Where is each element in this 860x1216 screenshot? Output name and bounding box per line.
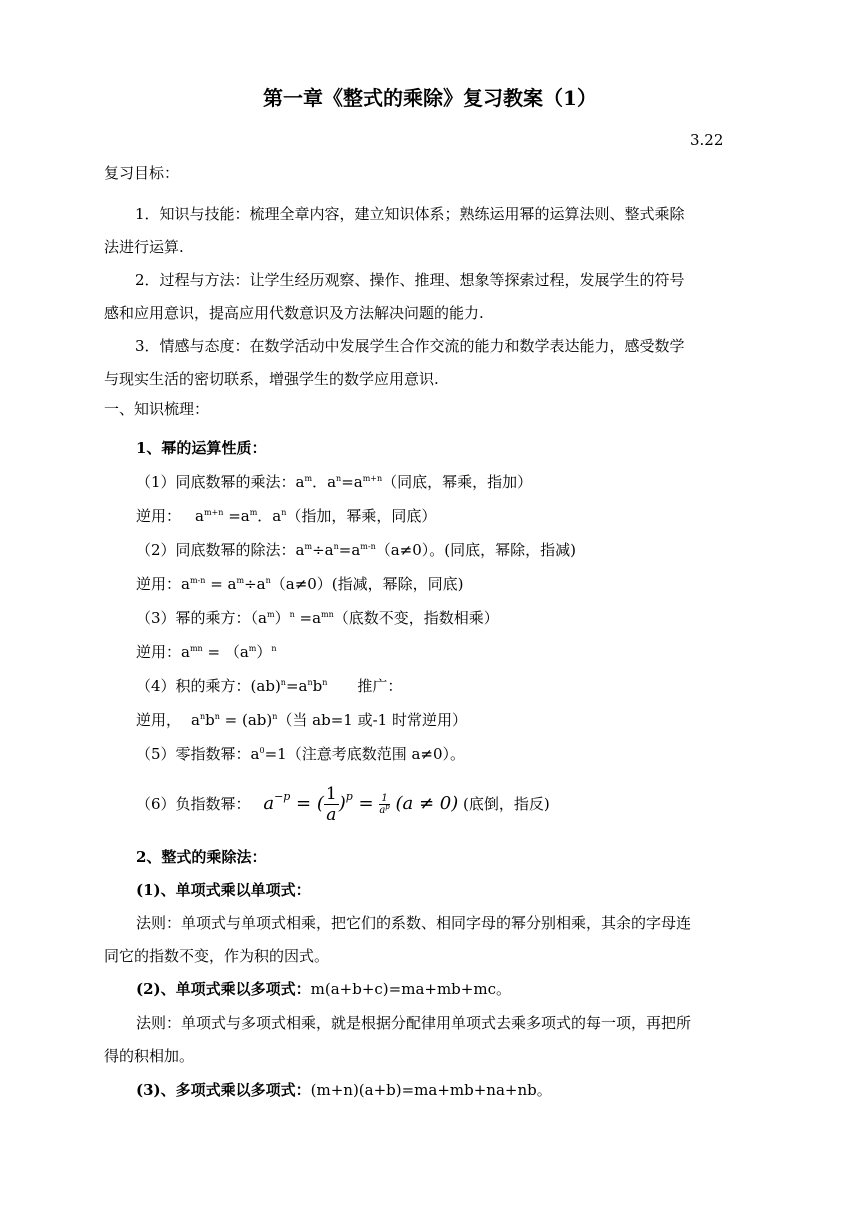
goal-3-line-2: 与现实生活的密切联系，增强学生的数学应用意识. bbox=[104, 370, 439, 388]
rule-4-inverse-formula: $a^nb^n = (ab)^n$ bbox=[191, 711, 278, 729]
rule-6-note: (底倒，指反) bbox=[463, 795, 550, 813]
mono-by-mono-rule-line-1: 法则：单项式与单项式相乘，把它们的系数、相同字母的幂分别相乘，其余的字母连 bbox=[136, 914, 692, 932]
rule-4-formula: $(ab)^n=a^nb^n$ bbox=[250, 677, 328, 695]
rule-1-label: （1）同底数幂的乘法： bbox=[136, 473, 296, 491]
rule-3-inverse-formula: $a^{mn} = (a^m)^n$ bbox=[181, 643, 277, 661]
rule-2-inverse-label: 逆用： bbox=[136, 575, 182, 593]
rule-3-note: （底数不变，指数相乘） bbox=[333, 609, 499, 627]
goals-heading: 复习目标： bbox=[104, 164, 180, 182]
rule-1-inverse-line bbox=[136, 506, 436, 526]
rule-4-extension: 推广： bbox=[357, 677, 403, 695]
rule-6-line bbox=[136, 782, 550, 826]
rule-2-inverse-note: （a≠0）(指减，幂除，同底) bbox=[270, 575, 464, 593]
polynomial-heading: 2、整式的乘除法： bbox=[136, 848, 267, 866]
rule-2-line bbox=[136, 540, 576, 560]
rule-2-note: （a≠0）。(同底，幂除，指减) bbox=[375, 541, 576, 559]
mono-by-mono-rule-line-2: 同它的指数不变，作为积的因式。 bbox=[104, 947, 330, 965]
mono-by-poly-heading: (2)、单项式乘以多项式： bbox=[136, 980, 311, 998]
mono-by-poly-line bbox=[136, 979, 511, 999]
rule-4-inverse-note: （当 ab=1 或-1 时常逆用） bbox=[277, 711, 467, 729]
mono-by-mono-heading: (1)、单项式乘以单项式： bbox=[136, 881, 311, 899]
poly-by-poly-heading: (3)、多项式乘以多项式： bbox=[136, 1081, 311, 1099]
poly-by-poly-line bbox=[136, 1080, 552, 1100]
goal-3-line-1: 3．情感与态度：在数学活动中发展学生合作交流的能力和数学表达能力，感受数学 bbox=[135, 337, 685, 355]
rule-2-inverse-line bbox=[136, 574, 464, 594]
rule-3-inverse-line bbox=[136, 642, 277, 662]
rule-5-label: （5）零指数幂： bbox=[136, 745, 251, 763]
rule-3-inverse-label: 逆用： bbox=[136, 643, 182, 661]
rule-4-line bbox=[136, 676, 402, 696]
mono-by-poly-formula: m(a+b+c)=ma+mb+mc。 bbox=[310, 980, 511, 998]
rule-6-formula: $a^{-p}$ = ( $\frac{1}{a}$ )$^p$ = $\frac{1}{a^p}$ (a ≠ 0) bbox=[263, 783, 459, 825]
mono-by-poly-rule-line-1: 法则：单项式与多项式相乘，就是根据分配律用单项式去乘多项式的每一项，再把所 bbox=[136, 1014, 692, 1032]
rule-3-line bbox=[136, 608, 499, 628]
rule-5-formula: $a^0=1$ bbox=[250, 745, 287, 763]
rule-1-line bbox=[136, 472, 532, 492]
goal-1-line-2: 法进行运算. bbox=[104, 238, 184, 256]
rule-6-label: （6）负指数幂： bbox=[136, 795, 251, 813]
rule-1-inverse-formula: $a^{m+n} =a^m$．$a^n$ bbox=[195, 507, 287, 525]
rule-1-inverse-note: （指加，幂乘，同底） bbox=[286, 507, 437, 525]
mono-by-poly-rule-line-2: 得的积相加。 bbox=[104, 1047, 195, 1065]
rule-1-inverse-label: 逆用： bbox=[136, 507, 182, 525]
goal-2-line-2: 感和应用意识，提高应用代数意识及方法解决问题的能力. bbox=[104, 304, 484, 322]
rule-4-inverse-line bbox=[136, 710, 467, 730]
rule-4-inverse-label: 逆用， bbox=[136, 711, 182, 729]
goal-1-line-1: 1．知识与技能：梳理全章内容，建立知识体系；熟练运用幂的运算法则、整式乘除 bbox=[135, 205, 685, 223]
rule-2-inverse-formula: $a^{m-n} = a^m\div a^n$ bbox=[181, 575, 271, 593]
rule-1-note: （同底，幂乘，指加） bbox=[382, 473, 533, 491]
rule-3-label: （3）幂的乘方： bbox=[136, 609, 251, 627]
power-rules-heading: 1、幂的运算性质： bbox=[136, 439, 267, 457]
rule-3-formula: $(a^m)^n =a^{mn}$ bbox=[250, 609, 334, 627]
section-knowledge-heading: 一、知识梳理： bbox=[104, 400, 210, 418]
rule-2-formula: $a^m\div a^n=a^{m-n}$ bbox=[295, 541, 376, 559]
rule-4-label: （4）积的乘方： bbox=[136, 677, 251, 695]
poly-by-poly-formula: (m+n)(a+b)=ma+mb+na+nb。 bbox=[310, 1081, 552, 1099]
goal-2-line-1: 2．过程与方法：让学生经历观察、操作、推理、想象等探索过程，发展学生的符号 bbox=[135, 271, 685, 289]
rule-1-formula: $a^m$．$a^n=a^{m+n}$ bbox=[295, 473, 383, 491]
rule-5-note: （注意考底数范围 a≠0）。 bbox=[286, 745, 466, 763]
rule-5-line bbox=[136, 744, 465, 764]
rule-6-fraction-one-over-a: $\frac{1}{a}$ bbox=[325, 783, 337, 825]
page-title: 第一章《整式的乘除》复习教案（1） bbox=[263, 86, 597, 110]
rule-2-label: （2）同底数幂的除法： bbox=[136, 541, 296, 559]
date-label: 3.22 bbox=[690, 131, 724, 149]
rule-6-fraction-one-over-a-p: $\frac{1}{a^p}$ bbox=[379, 792, 390, 816]
